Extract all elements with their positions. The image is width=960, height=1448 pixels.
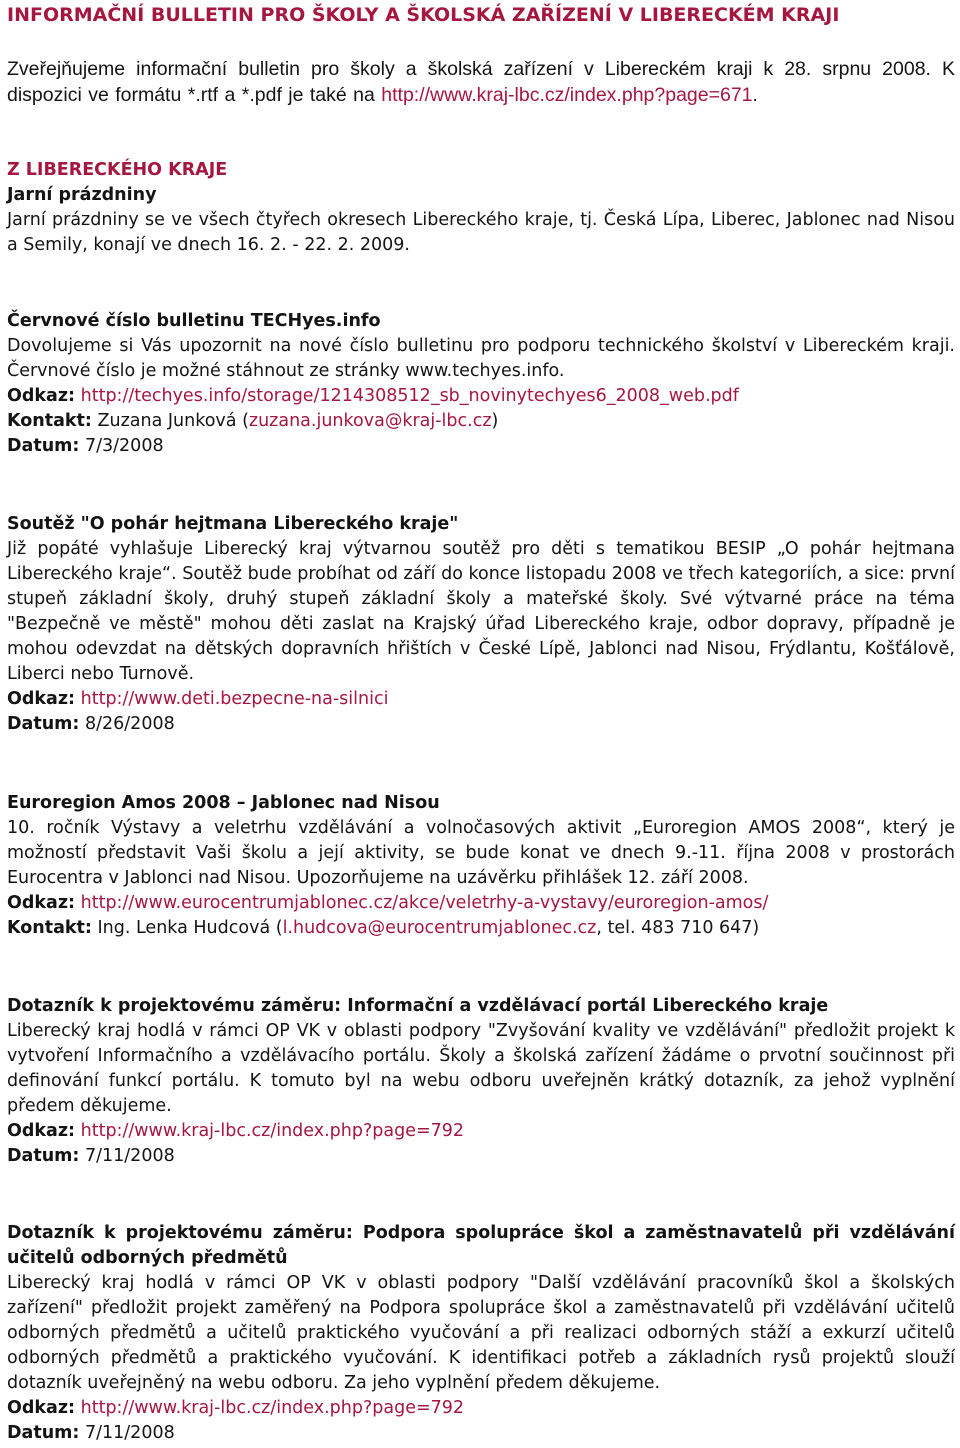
odkaz-label: Odkaz:	[7, 386, 76, 406]
kontakt-end: , tel. 483 710 647)	[596, 918, 760, 938]
datum-label: Datum:	[7, 436, 80, 456]
kontakt-email-link[interactable]: zuzana.junkova@kraj-lbc.cz	[248, 411, 492, 431]
intro-end: .	[752, 84, 758, 106]
odkaz-label: Odkaz:	[7, 1398, 76, 1418]
section-jarni-prazdniny	[7, 158, 955, 258]
article-text: 10. ročník Výstavy a veletrhu vzdělávání a volnočasových aktivit „Euroregion AMOS 2008“, který je možností představit Vaši školu a její aktivity, se bude konat ve dnech 9.-11. října 2008 v prostorách Eurocentra v Jablonci nad Nisou. Upozorňujeme na uzávěrku přihlášek 12. září 2008.	[7, 818, 955, 888]
odkaz-link[interactable]: http://www.deti.bezpecne-na-silnici	[80, 689, 389, 709]
odkaz-line	[7, 891, 955, 916]
article-heading: Dotazník k projektovému záměru: Informační a vzdělávací portál Libereckého kraje	[7, 996, 829, 1016]
article-amos	[7, 791, 955, 941]
odkaz-link[interactable]: http://www.kraj-lbc.cz/index.php?page=792	[80, 1398, 465, 1418]
odkaz-line	[7, 384, 955, 409]
article-heading: Soutěž "O pohár hejtmana Libereckého kraje"	[7, 514, 459, 534]
datum-label: Datum:	[7, 1146, 80, 1166]
odkaz-label: Odkaz:	[7, 1121, 76, 1141]
odkaz-label: Odkaz:	[7, 893, 76, 913]
kontakt-email-link[interactable]: l.hudcova@eurocentrumjablonec.cz	[282, 918, 597, 938]
kontakt-label: Kontakt:	[7, 918, 92, 938]
article-soutez	[7, 512, 955, 737]
odkaz-link[interactable]: http://techyes.info/storage/1214308512_sb_novinytechyes6_2008_web.pdf	[80, 386, 739, 406]
kontakt-label: Kontakt:	[7, 411, 92, 431]
datum-label: Datum:	[7, 1423, 80, 1443]
odkaz-line	[7, 1396, 955, 1421]
datum-line	[7, 712, 955, 737]
article-heading: Jarní prázdniny	[7, 185, 157, 205]
kontakt-name: Zuzana Junková (	[97, 411, 249, 431]
kontakt-end: )	[491, 411, 499, 431]
datum-value: 7/11/2008	[84, 1423, 175, 1443]
intro-text: Zveřejňujeme informační bulletin pro školy a školská zařízení v Libereckém kraji k 28. srpnu 2008. K dispozici ve formátu *.rtf a *.pdf je také na	[7, 58, 955, 106]
article-techyes	[7, 309, 955, 459]
datum-line	[7, 1144, 955, 1169]
datum-line	[7, 434, 955, 459]
datum-value: 7/11/2008	[84, 1146, 175, 1166]
odkaz-label: Odkaz:	[7, 689, 76, 709]
intro-link[interactable]: http://www.kraj-lbc.cz/index.php?page=671	[381, 84, 753, 106]
article-dotaznik-spoluprace	[7, 1221, 955, 1446]
article-heading: Červnové číslo bulletinu TECHyes.info	[7, 311, 381, 331]
article-text: Již popáté vyhlašuje Liberecký kraj výtvarnou soutěž pro děti s tematikou BESIP „O pohár hejtmana Libereckého kraje“. Soutěž bude probíhat od září do konce listopadu 2008 ve třech kategoriích, a sice: první stupeň základní školy, druhý stupeň základní školy a mateřské školy. Své výtvarné práce na téma "Bezpečně ve městě" mohou děti zaslat na Krajský úřad Libereckého kraje, odbor dopravy, případně je mohou odevzdat na dětských dopravních hřištích v České Lípě, Jablonci nad Nisou, Frýdlantu, Košťálově, Liberci nebo Turnově.	[7, 539, 955, 684]
kontakt-line	[7, 916, 955, 941]
datum-line	[7, 1421, 955, 1446]
odkaz-link[interactable]: http://www.kraj-lbc.cz/index.php?page=792	[80, 1121, 465, 1141]
article-heading: Dotazník k projektovému záměru: Podpora spolupráce škol a zaměstnavatelů při vzdělávání učitelů odborných předmětů	[7, 1223, 955, 1268]
odkaz-link[interactable]: http://www.eurocentrumjablonec.cz/akce/veletrhy-a-vystavy/euroregion-amos/	[80, 893, 769, 913]
odkaz-line	[7, 687, 955, 712]
article-text: Dovolujeme si Vás upozornit na nové číslo bulletinu pro podporu technického školství v Libereckém kraji. Červnové číslo je možné stáhnout ze stránky www.techyes.info.	[7, 336, 955, 381]
article-text: Liberecký kraj hodlá v rámci OP VK v oblasti podpory "Další vzdělávání pracovníků škol a školských zařízení" předložit projekt zaměřený na Podpora spolupráce škol a zaměstnavatelů při vzdělávání učitelů odborných předmětů a učitelů praktického vyučování a při realizaci odborných stáží a exkurzí učitelů odborných předmětů a praktického vyučování. K identifikaci potřeb a základních rysů projektů slouží dotazník uveřejněný na webu odboru. Za jeho vyplnění předem děkujeme.	[7, 1273, 955, 1393]
kontakt-line	[7, 409, 955, 434]
page-title: INFORMAČNÍ BULLETIN PRO ŠKOLY A ŠKOLSKÁ ZAŘÍZENÍ V LIBERECKÉM KRAJI	[7, 4, 840, 26]
datum-value: 7/3/2008	[84, 436, 164, 456]
kontakt-name: Ing. Lenka Hudcová (	[97, 918, 283, 938]
article-text: Jarní prázdniny se ve všech čtyřech okresech Libereckého kraje, tj. Česká Lípa, Liberec, Jablonec nad Nisou a Semily, konají ve dnech 16. 2. - 22. 2. 2009.	[7, 210, 955, 255]
article-dotaznik-portal	[7, 994, 955, 1169]
odkaz-line	[7, 1119, 955, 1144]
intro-paragraph	[7, 56, 955, 108]
article-text: Liberecký kraj hodlá v rámci OP VK v oblasti podpory "Zvyšování kvality ve vzdělávání" předložit projekt k vytvoření Informačního a vzdělávacího portálu. Školy a školská zařízení žádáme o prvotní součinnost při definování funkcí portálu. K tomuto byl na webu odboru uveřejněn krátký dotazník, za jehož vyplnění předem děkujeme.	[7, 1021, 955, 1116]
datum-value: 8/26/2008	[84, 714, 175, 734]
section-heading: Z LIBERECKÉHO KRAJE	[7, 160, 228, 180]
datum-label: Datum:	[7, 714, 80, 734]
article-heading: Euroregion Amos 2008 – Jablonec nad Nisou	[7, 793, 440, 813]
